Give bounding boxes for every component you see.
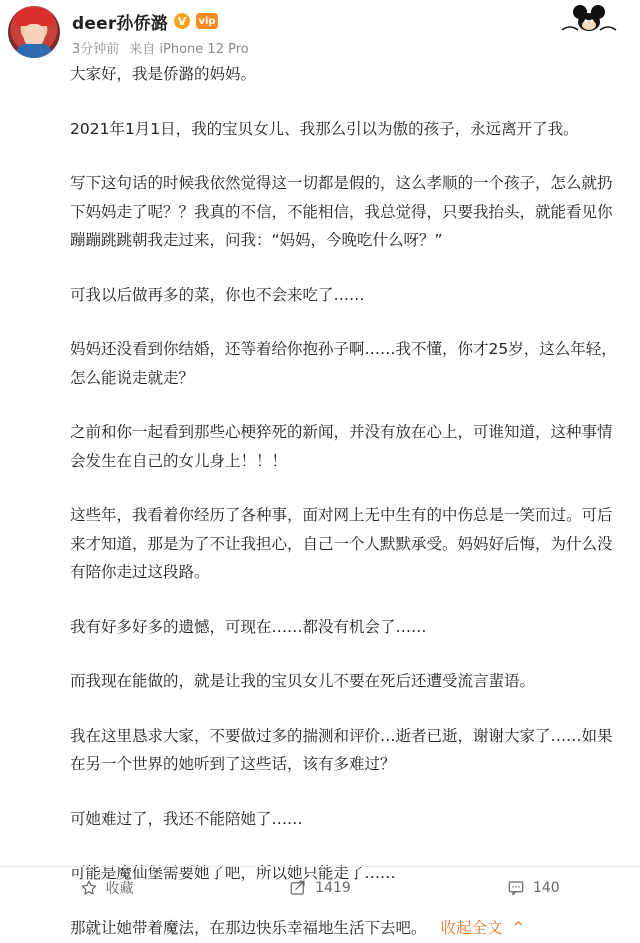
post-paragraph: 可我以后做再多的菜，你也不会来吃了…… <box>70 281 618 310</box>
post-content <box>70 60 618 943</box>
favorite-button[interactable] <box>0 878 213 898</box>
star-icon <box>80 879 98 897</box>
post-paragraph: 可她难过了，我还不能陪她了…… <box>70 805 618 834</box>
repost-count: 1419 <box>315 880 351 896</box>
collapse-label: 收起全文 <box>441 919 503 937</box>
post-paragraph: 这些年，我看着你经历了各种事，面对网上无中生有的中伤总是一笑而过。可后来才知道，那是为了不让我担心，自己一个人默默承受。妈妈好后悔，为什么没有陪你走过这段路。 <box>70 501 618 587</box>
post-paragraph: 2021年1月1日，我的宝贝女儿、我那么引以为傲的孩子，永远离开了我。 <box>70 115 618 144</box>
action-toolbar <box>0 866 640 909</box>
post-time: 3分钟前 <box>72 38 119 57</box>
post-paragraph: 大家好，我是侨潞的妈妈。 <box>70 60 618 89</box>
username[interactable]: deer孙侨潞 <box>72 9 168 34</box>
post-paragraph: 之前和你一起看到那些心梗猝死的新闻，并没有放在心上，可谁知道，这种事情会发生在自己的女儿身上！！！ <box>70 418 618 475</box>
verified-icon: V <box>174 13 190 29</box>
post-paragraph-text: 那就让她带着魔法，在那边快乐幸福地生活下去吧。 <box>70 919 427 937</box>
post-paragraph: 写下这句话的时候我依然觉得这一切都是假的，这么孝顺的一个孩子，怎么就扔下妈妈走了呢？？我真的不信，不能相信，我总觉得，只要我抬头，就能看见你蹦蹦跳跳朝我走过来，问我：“妈妈，今晚吃什么呀？” <box>70 169 618 255</box>
chevron-up-icon: ^ <box>513 914 525 943</box>
name-row <box>72 8 218 34</box>
mickey-icon <box>560 4 618 34</box>
vip-icon: vip <box>196 13 218 29</box>
post-paragraph: 我有好多好多的遗憾，可现在……都没有机会了…… <box>70 613 618 642</box>
comment-icon <box>507 879 525 897</box>
post-source: 来自 iPhone 12 Pro <box>129 38 248 57</box>
favorite-label: 收藏 <box>106 878 134 898</box>
post-paragraph: 可能是魔仙堡需要她了吧，所以她只能走了…… <box>70 859 618 888</box>
repost-button[interactable] <box>213 879 426 897</box>
post-meta <box>72 38 249 57</box>
post-last-paragraph <box>70 914 618 943</box>
collapse-button[interactable] <box>441 919 525 937</box>
post-paragraph: 妈妈还没看到你结婚，还等着给你抱孙子啊……我不懂，你才25岁，这么年轻，怎么能说走就走？ <box>70 335 618 392</box>
post-header <box>0 0 640 62</box>
avatar[interactable] <box>8 6 60 58</box>
post-paragraph: 而我现在能做的，就是让我的宝贝女儿不要在死后还遭受流言蜚语。 <box>70 667 618 696</box>
repost-icon <box>289 879 307 897</box>
comment-count: 140 <box>533 880 560 896</box>
comment-button[interactable] <box>427 879 640 897</box>
post-paragraph: 我在这里恳求大家，不要做过多的揣测和评价…逝者已逝，谢谢大家了……如果在另一个世界的她听到了这些话，该有多难过？ <box>70 722 618 779</box>
